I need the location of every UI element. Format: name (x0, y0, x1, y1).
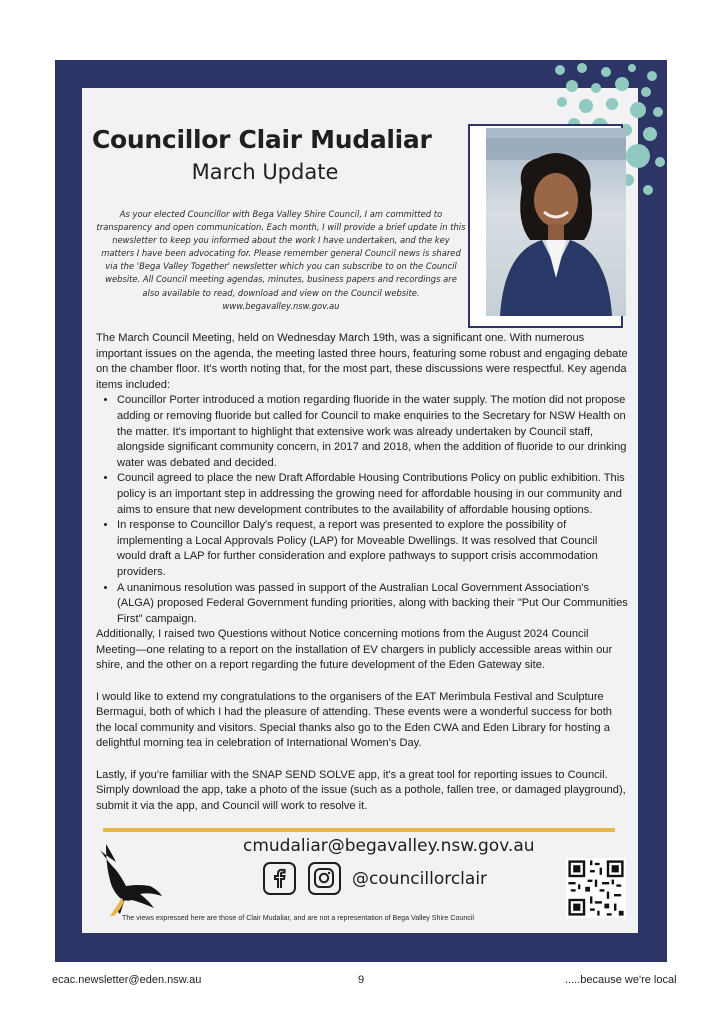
page-subtitle: March Update (191, 160, 339, 184)
social-handle[interactable]: @councillorclair (352, 869, 488, 889)
paragraph-snap-send-solve: Lastly, if you're familiar with the SNAP SEND SOLVE app, it's a great tool for reporting issues to Council. Simply download the app, take a photo of the issue (such as a pothole, fallen tree, or damaged playground), submit it via the app, and Council will work to resolve it. (96, 768, 626, 812)
footer-tagline: .....because we're local (565, 974, 677, 986)
list-item: • Council agreed to place the new Draft Affordable Housing Contributions Policy on public exhibition. This policy is an important step in addressing the growing need for affordable housing in our community and aims to ensure that new development contributes to the availability of affordable housing options. (117, 471, 628, 518)
list-item: • In response to Councillor Daly's request, a report was presented to explore the possibility of implementing a Local Approvals Policy (LAP) for Moveable Dwellings. It was resolved that Council would draft a LAP for further consideration and explore pathways to support crisis accommodation providers. (117, 518, 628, 580)
intro-text: As your elected Councillor with Bega Valley Shire Council, I am committed to transparency and open communication. Each month, I will provide a brief update in this newsletter to keep you informed about the work I have undertaken, and the key matters I have been advocating for. Please remember general Council news is shared via the 'Bega Valley Together' newsletter which you can subscribe to on the Council website. All Council meeting agendas, minutes, business papers and recordings are also available to read, download and view on the Council website. www.begavalley.nsw.gov.au (96, 209, 466, 311)
accent-divider (103, 828, 615, 832)
disclaimer-text: The views expressed here are those of Clair Mudaliar, and are not a representation of Bega Valley Shire Council (122, 914, 474, 922)
paragraph-questions: Additionally, I raised two Questions without Notice concerning motions from the August 2024 Council Meeting—one relating to a report on the installation of EV chargers in publicly accessible areas within our shire, and the other on a report regarding the future development of the Eden Gateway site. (96, 628, 613, 672)
facebook-icon[interactable] (263, 862, 296, 895)
page-title: Councillor Clair Mudaliar (92, 125, 432, 154)
list-item: • Councillor Porter introduced a motion regarding fluoride in the water supply. The motion did not propose adding or removing fluoride but called for Council to make enquiries to the Secretary for NSW Health on the matter. It's important to highlight that extensive work was already undertaken by Council staff, alongside significant community concern, in 2017 and 2018, when the addition of fluoride to our drinking water was debated and decided. (117, 393, 628, 471)
contact-email[interactable]: cmudaliar@begavalley.nsw.gov.au (243, 836, 535, 856)
councillor-portrait-photo (486, 128, 626, 316)
qr-code[interactable] (566, 858, 626, 918)
instagram-icon[interactable] (308, 862, 341, 895)
page-number: 9 (358, 974, 365, 986)
agenda-list (96, 393, 628, 627)
article-body (96, 331, 628, 814)
paragraph-intro: The March Council Meeting, held on Wednesday March 19th, was a significant one. With numerous important issues on the agenda, the meeting lasted three hours, featuring some robust and engaging debate on the chamber floor. It's worth noting that, for the most part, these discussions were respectful. Key agenda items included: (96, 332, 628, 391)
list-item: • A unanimous resolution was passed in support of the Australian Local Government Association's (ALGA) proposed Federal Government funding priorities, along with backing their "Put Our Communities First" campaign. (117, 581, 628, 628)
paragraph-events: I would like to extend my congratulations to the organisers of the EAT Merimbula Festival and Sculpture Bermagui, both of which I had the pleasure of attending. These events were a wonderful success for both the local community and visitors. Special thanks also go to the Eden CWA and Eden Library for hosting a delightful morning tea in celebration of International Women's Day. (96, 690, 612, 750)
footer-email[interactable]: ecac.newsletter@eden.nsw.au (52, 974, 202, 986)
black-cockatoo-logo (92, 840, 164, 920)
